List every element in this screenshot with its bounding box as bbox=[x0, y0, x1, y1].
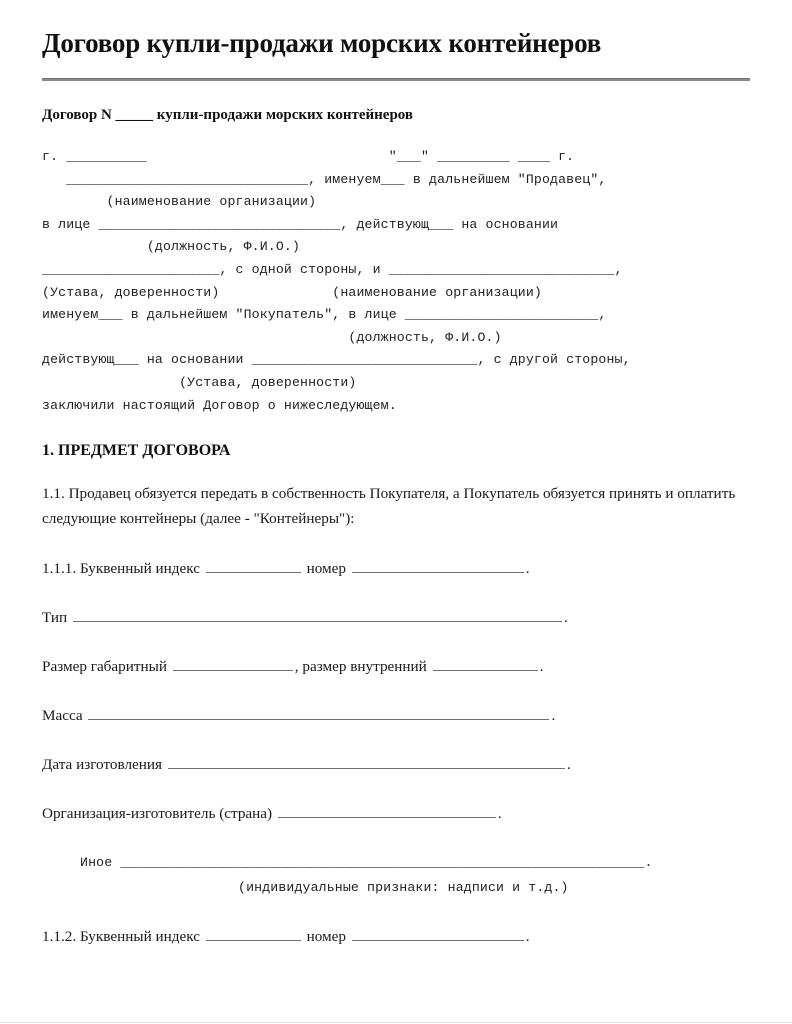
preamble-line: ______________________________, именуем___ в дальнейшем "Продавец", bbox=[42, 171, 607, 187]
field-label: Организация-изготовитель (страна) bbox=[42, 805, 276, 823]
other-field-line: Иное _________________________________________________________________. bbox=[80, 855, 653, 871]
fill-in-blank[interactable] bbox=[352, 559, 524, 573]
field-label: Тип bbox=[42, 609, 71, 627]
field-label: . bbox=[525, 560, 530, 578]
preamble-line: г. __________ "___" _________ ____ г. bbox=[42, 149, 575, 164]
fields-list bbox=[42, 531, 752, 825]
field-label: номер bbox=[302, 928, 350, 946]
preamble-line: (наименование организации) bbox=[42, 194, 317, 210]
fill-in-blank[interactable] bbox=[352, 927, 524, 941]
field-line-letter-index-1 bbox=[42, 531, 752, 580]
preamble-line: в лице ______________________________, действующ___ на основании bbox=[42, 216, 559, 232]
other-field-caption: (индивидуальные признаки: надписи и т.д.) bbox=[238, 879, 569, 895]
field-label: . bbox=[497, 805, 502, 823]
page-bottom-divider bbox=[0, 1022, 792, 1023]
fill-in-blank[interactable] bbox=[278, 804, 496, 818]
fill-in-blank[interactable] bbox=[206, 559, 301, 573]
preamble-block bbox=[42, 125, 752, 417]
field-line-letter-index-2 bbox=[42, 899, 752, 948]
fill-in-blank[interactable] bbox=[168, 755, 565, 769]
field-line-mass bbox=[42, 678, 752, 727]
field-label: . bbox=[525, 928, 530, 946]
field-label: номер bbox=[302, 560, 350, 578]
field-label: 1.1.2. Буквенный индекс bbox=[42, 928, 204, 946]
preamble-line: (должность, Ф.И.О.) bbox=[42, 329, 502, 345]
field-label: . bbox=[539, 658, 544, 676]
preamble-line: ______________________, с одной стороны, и ____________________________, bbox=[42, 261, 623, 277]
preamble-line: заключили настоящий Договор о нижеследующем. bbox=[42, 397, 397, 413]
preamble-line: именуем___ в дальнейшем "Покупатель", в лице ________________________, bbox=[42, 307, 607, 323]
preamble-line: (должность, Ф.И.О.) bbox=[42, 239, 301, 255]
field-line-overall-size bbox=[42, 629, 752, 678]
field-label: . bbox=[551, 707, 556, 725]
preamble-line: действующ___ на основании ____________________________, с другой стороны, bbox=[42, 352, 631, 368]
field-line-type bbox=[42, 580, 752, 629]
field-label: Размер габаритный bbox=[42, 658, 171, 676]
fill-in-blank[interactable] bbox=[206, 927, 301, 941]
field-label: Дата изготовления bbox=[42, 756, 166, 774]
page-title: Договор купли-продажи морских контейнеров bbox=[42, 28, 602, 58]
clause-1-1-paragraph: 1.1. Продавец обязуется передать в собственность Покупателя, а Покупатель обязуется принять и оплатить следующие контейнеры (далее - "Контейнеры"): bbox=[42, 485, 736, 528]
field-line-manufacturer-organization bbox=[42, 776, 752, 825]
trailing-fields-list bbox=[42, 899, 752, 948]
field-line-manufacture-date bbox=[42, 727, 752, 776]
preamble-line: (Устава, доверенности) (наименование организации) bbox=[42, 284, 542, 300]
field-label: , размер внутренний bbox=[294, 658, 431, 676]
document-subtitle: Договор N _____ купли-продажи морских контейнеров bbox=[42, 107, 414, 123]
fill-in-blank[interactable] bbox=[173, 657, 293, 671]
field-label: . bbox=[563, 609, 568, 627]
preamble-line: (Устава, доверенности) bbox=[42, 374, 357, 390]
fill-in-blank[interactable] bbox=[433, 657, 538, 671]
document-content bbox=[42, 0, 752, 948]
field-label: . bbox=[566, 756, 571, 774]
section-heading-subject: 1. ПРЕДМЕТ ДОГОВОРА bbox=[42, 442, 231, 460]
fill-in-blank[interactable] bbox=[73, 608, 562, 622]
field-label: Масса bbox=[42, 707, 87, 725]
fill-in-blank[interactable] bbox=[88, 706, 549, 720]
field-label: 1.1.1. Буквенный индекс bbox=[42, 560, 204, 578]
